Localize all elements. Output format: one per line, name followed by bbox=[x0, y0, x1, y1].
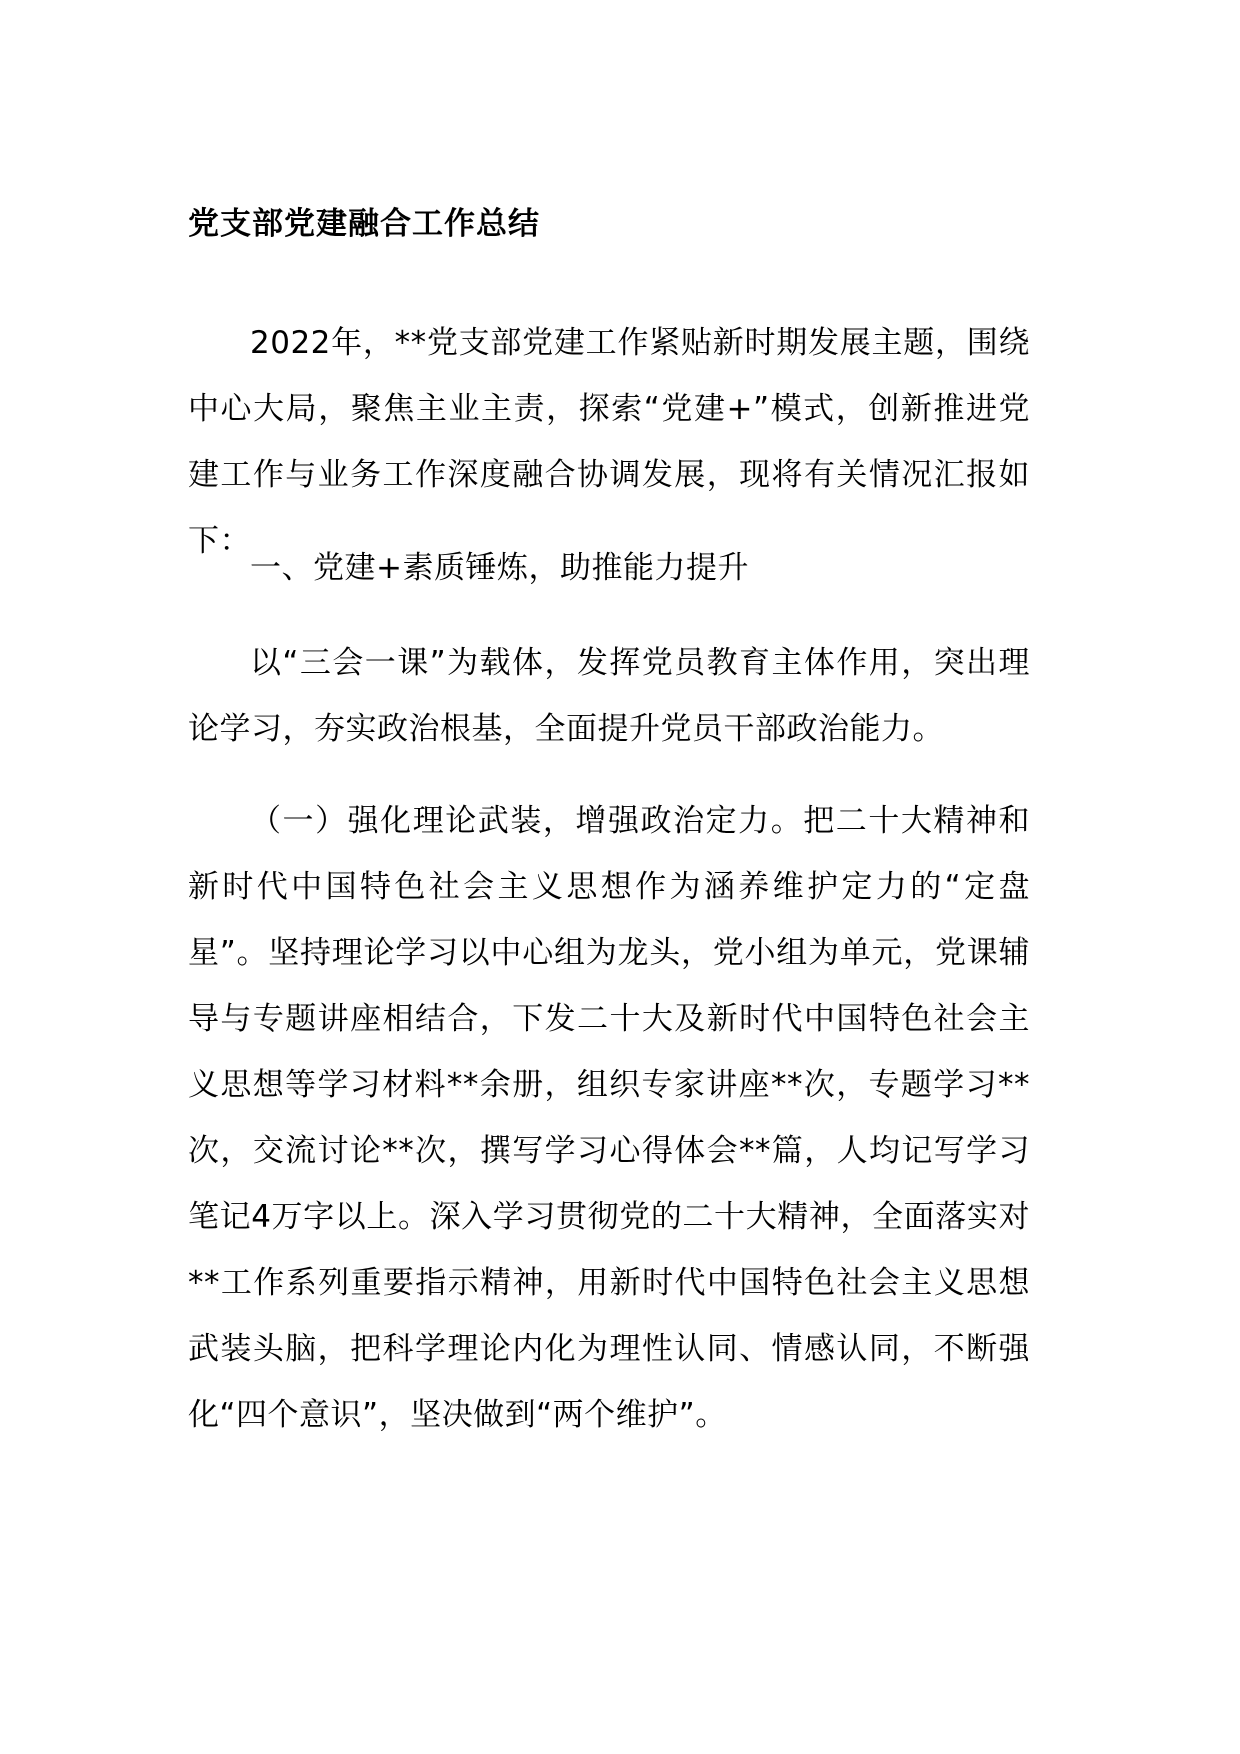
subsection-paragraph: （一）强化理论武装，增强政治定力。把二十大精神和新时代中国特色社会主义思想作为涵养维护定力的“定盘星”。坚持理论学习以中心组为龙头，党小组为单元，党课辅导与专题讲座相结合，下发二十大及新时代中国特色社会主义思想等学习材料**余册，组织专家讲座**次，专题学习**次，交流讨论**次，撰写学习心得体会**篇，人均记写学习笔记4万字以上。深入学习贯彻党的二十大精神，全面落实对**工作系列重要指示精神，用新时代中国特色社会主义思想武装头脑，把科学理论内化为理性认同、情感认同，不断强化“四个意识”，坚决做到“两个维护”。 bbox=[188, 803, 1030, 1433]
intro-paragraph: 2022年，**党支部党建工作紧贴新时期发展主题，围绕中心大局，聚焦主业主责，探索“党建+”模式，创新推进党建工作与业务工作深度融合协调发展，现将有关情况汇报如下： bbox=[188, 325, 1030, 559]
section-heading: 一、党建+素质锤炼，助推能力提升 bbox=[250, 550, 749, 586]
section-intro-paragraph: 以“三会一课”为载体，发挥党员教育主体作用，突出理论学习，夯实政治根基，全面提升党员干部政治能力。 bbox=[188, 645, 1030, 747]
document-title: 党支部党建融合工作总结 bbox=[188, 206, 540, 242]
